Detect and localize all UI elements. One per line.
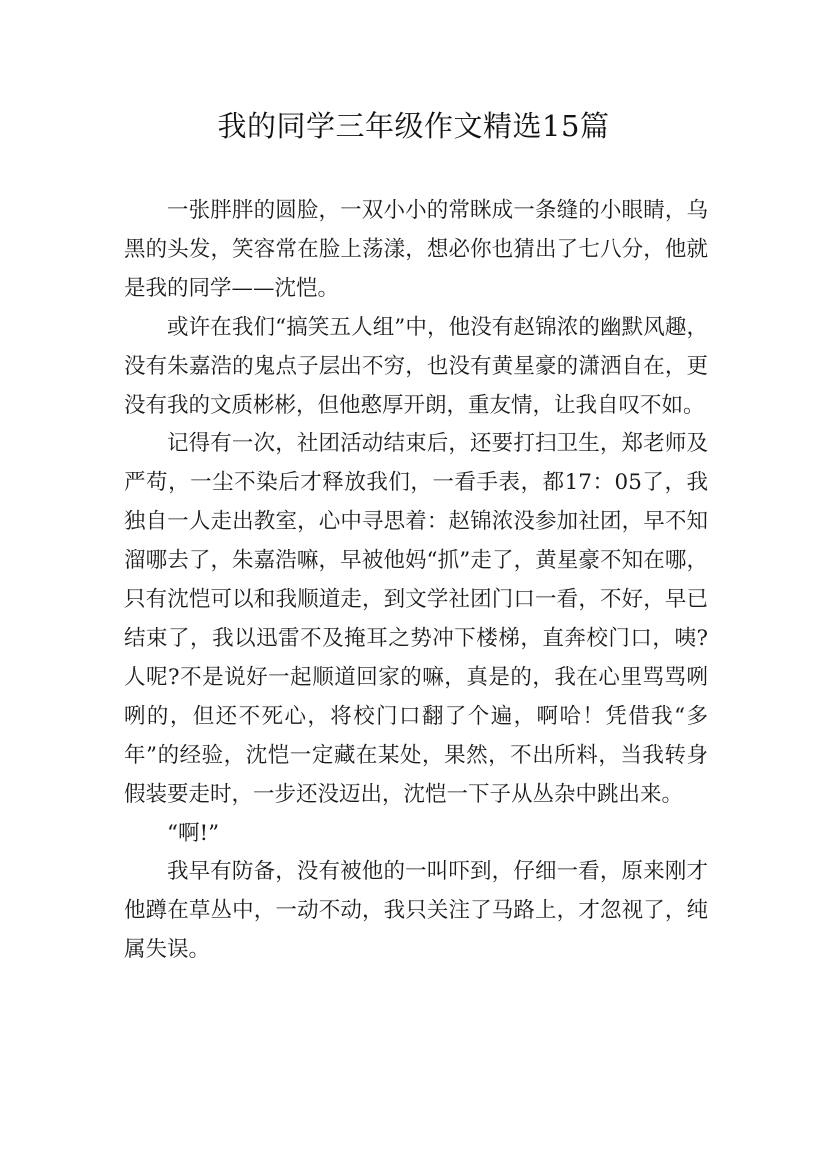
paragraph-2: 或许在我们“搞笑五人组”中，他没有赵锦浓的幽默风趣，没有朱嘉浩的鬼点子层出不穷，也没有黄星豪的潇洒自在，更没有我的文质彬彬，但他憨厚开朗，重友情，让我自叹不如。	[124, 314, 708, 418]
document-body	[124, 192, 708, 970]
paragraph-1: 一张胖胖的圆脸，一双小小的常眯成一条缝的小眼睛，乌黑的头发，笑容常在脸上荡漾，想必你也猜出了七八分，他就是我的同学——沈恺。	[124, 198, 708, 301]
paragraph-3: 记得有一次，社团活动结束后，还要打扫卫生，郑老师及严苟，一尘不染后才释放我们，一看手表，都17：05了，我独自一人走出教室，心中寻思着：赵锦浓没参加社团，早不知溜哪去了，朱嘉浩嘛，早被他妈“抓”走了，黄星豪不知在哪，只有沈恺可以和我顺道走，到文学社团门口一看，不好，早已结束了，我以迅雷不及掩耳之势冲下楼梯，直奔校门口，咦?人呢?不是说好一起顺道回家的嘛，真是的，我在心里骂骂咧咧的，但还不死心，将校门口翻了个遍，啊哈！凭借我“多年”的经验，沈恺一定藏在某处，果然，不出所料，当我转身假装要走时，一步还没迈出，沈恺一下子从丛杂中跳出来。	[124, 431, 708, 807]
paragraph-5: 我早有防备，没有被他的一叫吓到，仔细一看，原来刚才他蹲在草丛中，一动不动，我只关注了马路上，才忽视了，纯属失误。	[124, 859, 708, 963]
paragraph-4-dialog: “啊!”	[167, 820, 220, 846]
document-title: 我的同学三年级作文精选15篇	[217, 109, 610, 143]
